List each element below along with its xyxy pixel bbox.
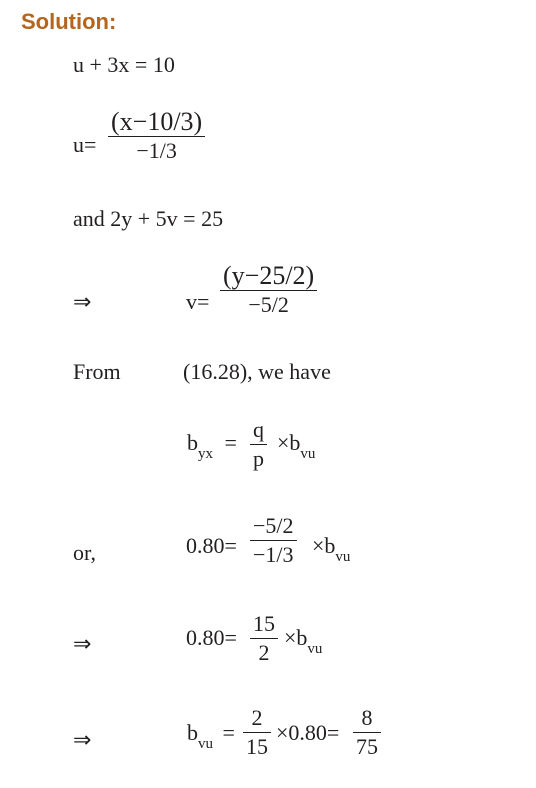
vu-subscript: vu	[300, 446, 316, 462]
byx-expression	[187, 430, 237, 462]
or-word: or,	[73, 540, 96, 565]
yx-subscript: yx	[198, 446, 213, 462]
solution-heading: Solution:	[21, 9, 117, 34]
eight-over-seventyfive-fraction	[353, 704, 381, 761]
q-numerator: q	[253, 417, 264, 442]
line6-fraction	[250, 610, 278, 667]
u-lhs: u=	[73, 132, 97, 157]
two-over-fifteen-fraction	[243, 704, 271, 761]
implies-arrow: ⇒	[73, 632, 92, 657]
v-lhs: v=	[186, 289, 210, 314]
times-b: ×b	[284, 625, 308, 650]
equation-2y-5v: and 2y + 5v = 25	[73, 206, 224, 231]
line6-denominator: 2	[258, 640, 270, 665]
line7-denominator-1: 15	[246, 734, 268, 759]
line7-numerator-2: 8	[361, 705, 373, 730]
line7-numerator-1: 2	[251, 705, 263, 730]
line5-numerator: −5/2	[253, 513, 294, 538]
u-denominator: −1/3	[136, 138, 177, 163]
line5-times-bvu	[312, 533, 351, 565]
line6-lhs: 0.80=	[186, 625, 237, 650]
times-b: ×b	[277, 430, 301, 455]
from-reference: (16.28), we have	[183, 359, 331, 384]
times-0-80-equals: ×0.80=	[276, 720, 340, 745]
vu-subscript: vu	[198, 736, 213, 752]
implies-arrow: ⇒	[73, 290, 92, 315]
p-denominator: p	[253, 446, 264, 471]
line7-denominator-2: 75	[356, 734, 378, 759]
implies-arrow: ⇒	[73, 728, 92, 753]
times-b: ×b	[312, 533, 336, 558]
q-over-p-fraction	[250, 416, 267, 473]
line5-denominator: −1/3	[253, 542, 294, 567]
v-fraction	[220, 262, 317, 319]
v-numerator: (y−25/2)	[223, 261, 315, 290]
b-symbol: b	[187, 430, 198, 455]
b-symbol: b	[187, 720, 198, 745]
vu-subscript: vu	[335, 549, 351, 565]
u-numerator: (x−10/3)	[111, 107, 203, 136]
bvu-lhs	[187, 720, 235, 752]
line6-times-bvu	[284, 625, 323, 657]
times-bvu	[277, 430, 316, 462]
from-word: From	[73, 359, 121, 384]
equals-sign: =	[222, 720, 235, 745]
u-fraction	[108, 108, 205, 165]
line6-numerator: 15	[253, 611, 275, 636]
line5-fraction	[250, 512, 297, 569]
v-denominator: −5/2	[248, 292, 289, 317]
equation-u-3x: u + 3x = 10	[73, 52, 175, 77]
equals-sign: =	[224, 430, 237, 455]
line5-lhs: 0.80=	[186, 533, 237, 558]
vu-subscript: vu	[307, 641, 323, 657]
